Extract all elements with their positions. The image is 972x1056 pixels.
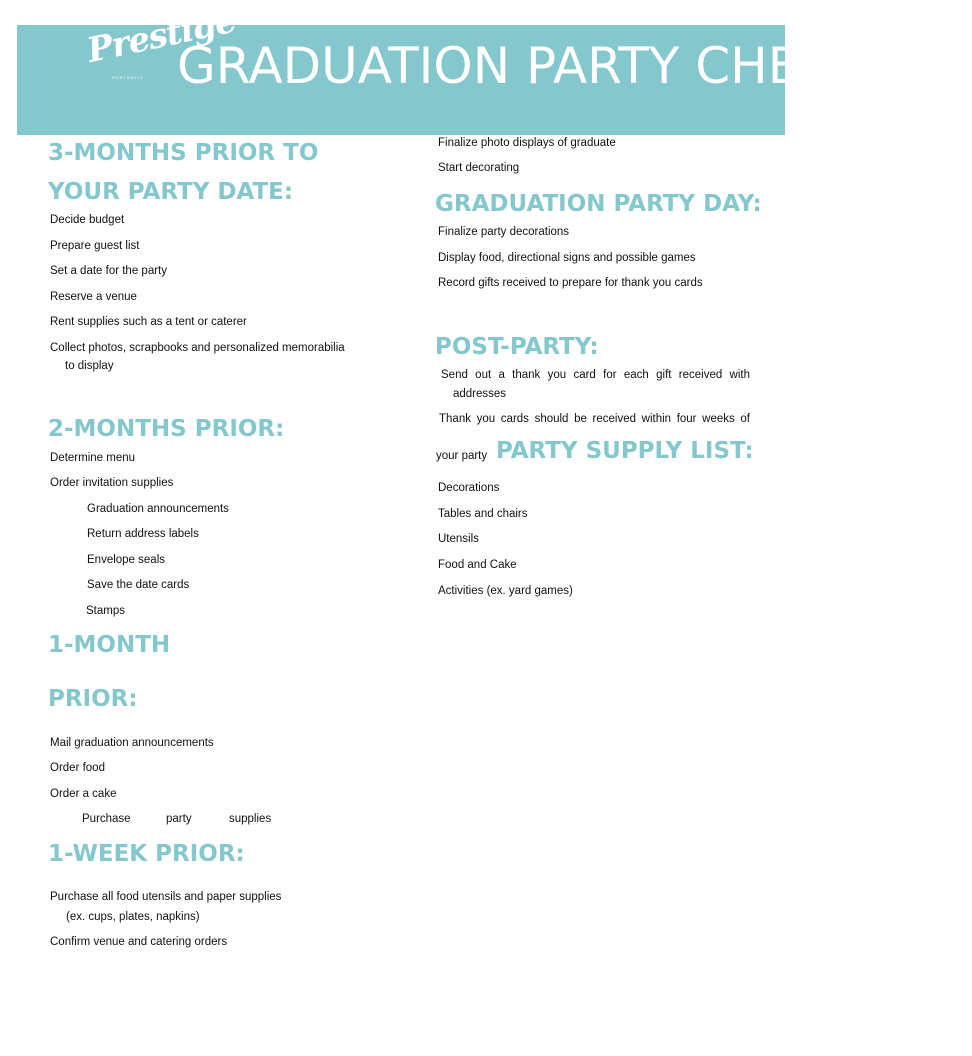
logo-subtext: PORTRAITS <box>112 75 144 80</box>
list-item-word: Purchase <box>82 813 131 825</box>
logo-script-text: Prestige <box>83 0 239 71</box>
list-item: Collect photos, scrapbooks and personalized memorabilia <box>50 342 345 354</box>
page-title: GRADUATION PARTY CHECKLIST <box>177 37 972 95</box>
list-item: Food and Cake <box>438 559 517 571</box>
list-item: Finalize party decorations <box>438 226 570 238</box>
list-item: Rent supplies such as a tent or caterer <box>50 316 247 328</box>
list-item: Utensils <box>438 533 479 545</box>
heading-1-week: 1-WEEK PRIOR: <box>48 841 245 867</box>
list-item-word: supplies <box>229 813 272 825</box>
list-item: Order invitation supplies <box>50 477 174 489</box>
list-item: Set a date for the party <box>50 265 167 277</box>
sub-list-item: Graduation announcements <box>87 503 229 515</box>
heading-1-month-line2: PRIOR: <box>48 686 138 712</box>
list-item: Reserve a venue <box>50 291 137 303</box>
list-item: Order a cake <box>50 788 117 800</box>
list-item: Send out a thank you card for each gift received with <box>441 369 750 381</box>
heading-1-month-line1: 1-MONTH <box>48 632 171 658</box>
list-item: Thank you cards should be received within four weeks of <box>439 413 750 425</box>
heading-3-months-line1: 3-MONTHS PRIOR TO <box>48 140 319 166</box>
list-item: Order food <box>50 762 105 774</box>
header-banner <box>17 0 972 135</box>
list-item-continued: your party <box>436 450 488 462</box>
sub-list-item: Save the date cards <box>87 579 190 591</box>
list-item: Purchase all food utensils and paper supplies <box>50 891 282 903</box>
list-item: Decide budget <box>50 214 125 226</box>
list-item: Determine menu <box>50 452 136 464</box>
sub-list-item: Return address labels <box>87 528 199 540</box>
sub-list-item: Stamps <box>86 605 125 617</box>
list-item-continued: (ex. cups, plates, napkins) <box>66 911 200 923</box>
list-item-word: party <box>166 813 192 825</box>
list-item: Confirm venue and catering orders <box>50 936 228 948</box>
list-item: Prepare guest list <box>50 240 140 252</box>
heading-3-months-line2: YOUR PARTY DATE: <box>48 179 294 205</box>
heading-supply-list: PARTY SUPPLY LIST: <box>496 438 754 464</box>
list-item: Finalize photo displays of graduate <box>438 137 616 149</box>
list-item-continued: addresses <box>453 388 507 400</box>
heading-post-party: POST-PARTY: <box>435 334 599 360</box>
list-item: Record gifts received to prepare for thank you cards <box>438 277 703 289</box>
list-item: Mail graduation announcements <box>50 737 214 749</box>
list-item: Tables and chairs <box>438 508 528 520</box>
list-item: Start decorating <box>438 162 520 174</box>
list-item-continued: to display <box>65 360 114 372</box>
list-item: Decorations <box>438 482 500 494</box>
list-item: Activities (ex. yard games) <box>438 585 573 597</box>
list-item: Display food, directional signs and possible games <box>438 252 696 264</box>
heading-party-day: GRADUATION PARTY DAY: <box>435 191 762 217</box>
heading-2-months: 2-MONTHS PRIOR: <box>48 416 285 442</box>
sub-list-item: Envelope seals <box>87 554 165 566</box>
